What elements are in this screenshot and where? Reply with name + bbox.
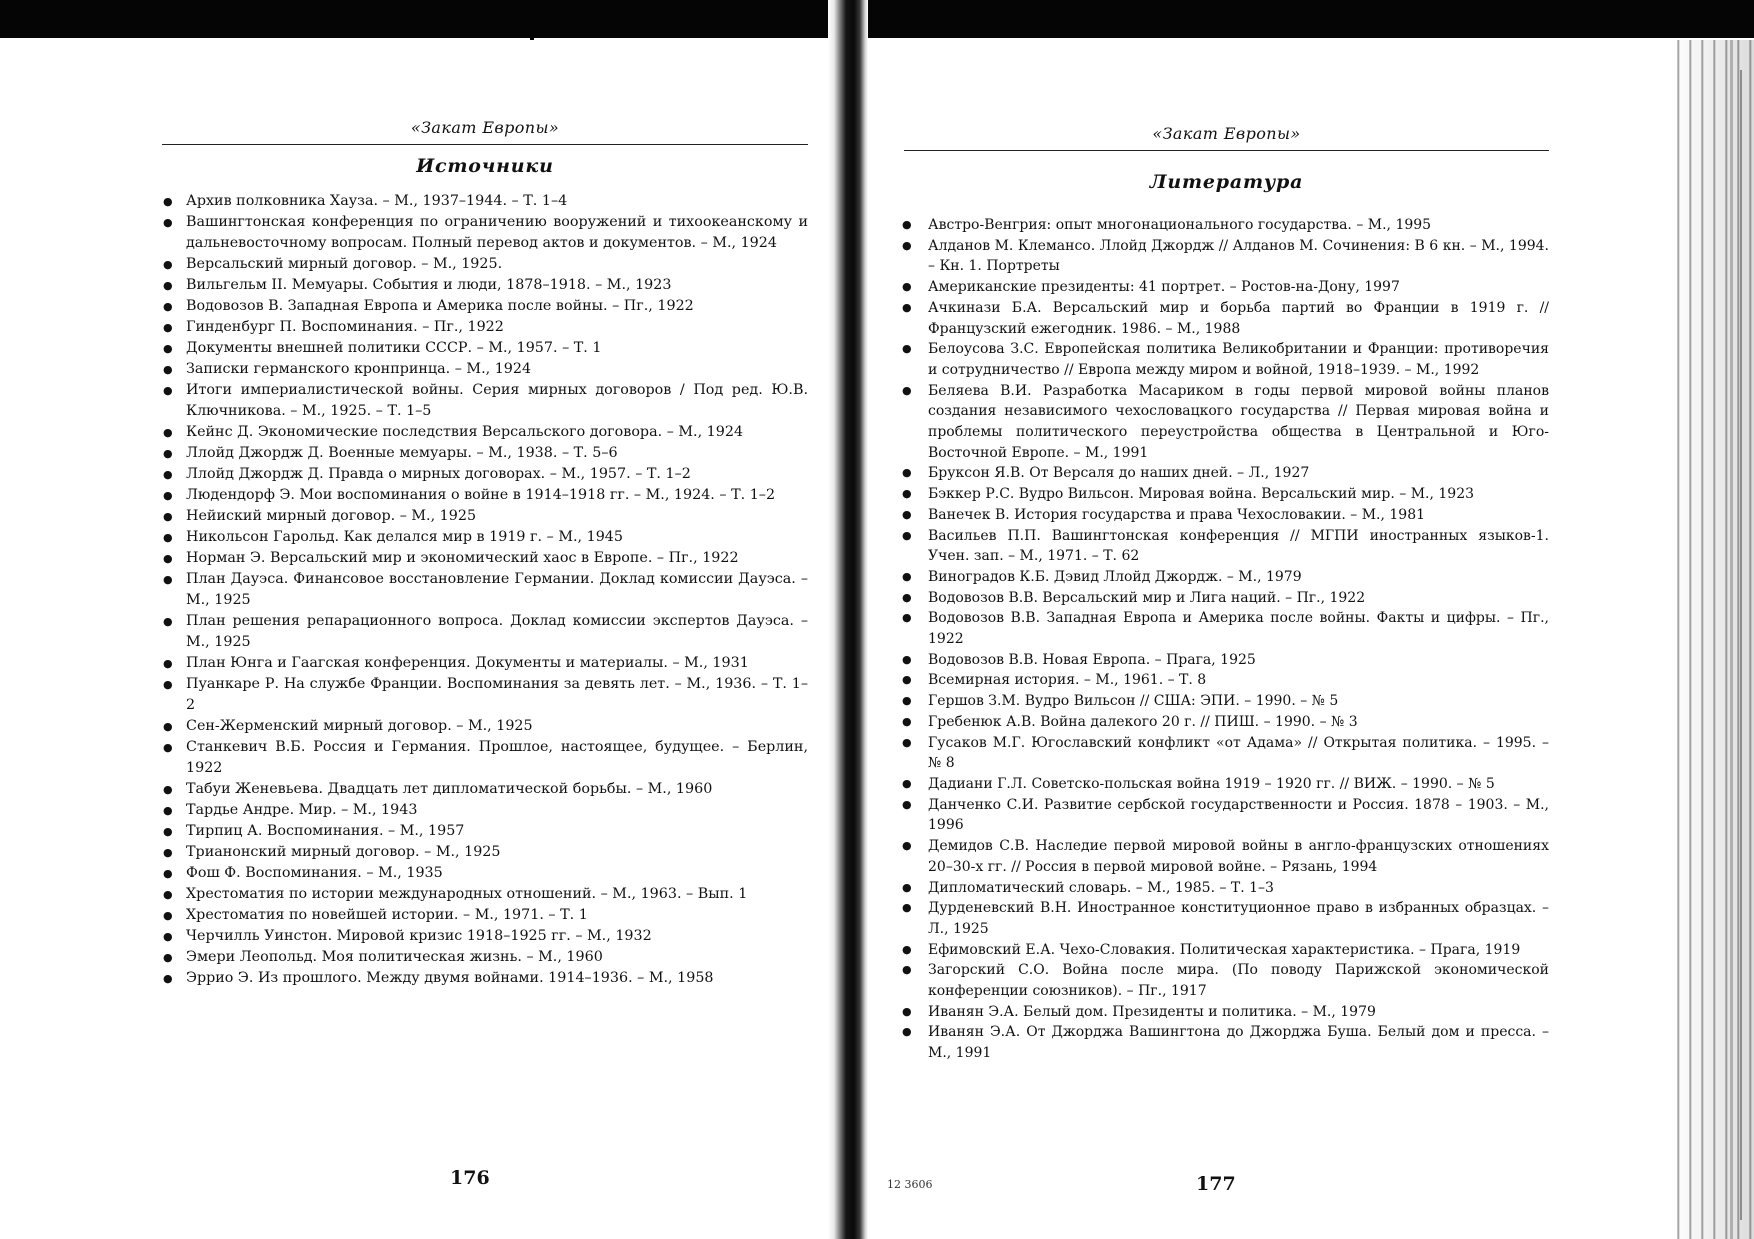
bibliography-entry: ● Алданов М. Клемансо. Ллойд Джордж // Алданов М. Сочинения: В 6 кн. – М., 1994. – Кн. 1. Портреты	[904, 236, 1549, 277]
bibliography-entry: ● Васильев П.П. Вашингтонская конференция // МГПИ иностранных языков-1. Учен. зап. – М., 1971. – Т. 62	[904, 526, 1549, 567]
bibliography-list	[904, 215, 1549, 1064]
scan-artifact	[530, 30, 534, 40]
bibliography-entry: ● Кейнс Д. Экономические последствия Версальского договора. – М., 1924	[162, 422, 808, 443]
section-title: Литература	[1149, 171, 1304, 193]
section-title: Источники	[416, 155, 554, 177]
bibliography-entry: ● Никольсон Гарольд. Как делался мир в 1919 г. – М., 1945	[162, 527, 808, 548]
bibliography-entry: ● Ефимовский Е.А. Чехо-Словакия. Политическая характеристика. – Прага, 1919	[904, 940, 1549, 961]
bibliography-entry: ● Записки германского кронпринца. – М., 1924	[162, 359, 808, 380]
bibliography-entry: ● Документы внешней политики СССР. – М., 1957. – Т. 1	[162, 338, 808, 359]
bibliography-entry: ● Фош Ф. Воспоминания. – М., 1935	[162, 863, 808, 884]
bibliography-entry: ● Пуанкаре Р. На службе Франции. Воспоминания за девять лет. – М., 1936. – Т. 1–2	[162, 674, 808, 716]
book-gutter	[828, 0, 868, 1239]
bibliography-entry: ● Загорский С.О. Война после мира. (По поводу Парижской экономической конференции союзников). – Пг., 1917	[904, 960, 1549, 1001]
bibliography-entry: ● Черчилль Уинстон. Мировой кризис 1918–1925 гг. – М., 1932	[162, 926, 808, 947]
bibliography-entry: ● Хрестоматия по истории международных отношений. – М., 1963. – Вып. 1	[162, 884, 808, 905]
bibliography-entry: ● Ванечек В. История государства и права Чехословакии. – М., 1981	[904, 505, 1549, 526]
bibliography-entry: ● Гусаков М.Г. Югославский конфликт «от Адама» // Открытая политика. – 1995. – № 8	[904, 733, 1549, 774]
bibliography-entry: ● Ллойд Джордж Д. Правда о мирных договорах. – М., 1957. – Т. 1–2	[162, 464, 808, 485]
bibliography-entry: ● Вильгельм II. Мемуары. События и люди, 1878–1918. – М., 1923	[162, 275, 808, 296]
bibliography-entry: ● Дурденевский В.Н. Иностранное конституционное право в избранных образцах. – Л., 1925	[904, 898, 1549, 939]
bibliography-entry: ● Людендорф Э. Мои воспоминания о войне в 1914–1918 гг. – М., 1924. – Т. 1–2	[162, 485, 808, 506]
bibliography-entry: ● Водовозов В.В. Западная Европа и Америка после войны. Факты и цифры. – Пг., 1922	[904, 608, 1549, 649]
bibliography-entry: ● Архив полковника Хауза. – М., 1937–1944. – Т. 1–4	[162, 191, 808, 212]
bibliography-entry: ● Иванян Э.А. От Джорджа Вашингтона до Джорджа Буша. Белый дом и пресса. – М., 1991	[904, 1022, 1549, 1063]
bibliography-entry: ● Версальский мирный договор. – М., 1925.	[162, 254, 808, 275]
bibliography-entry: ● Иванян Э.А. Белый дом. Президенты и политика. – М., 1979	[904, 1002, 1549, 1023]
bibliography-entry: ● Дипломатический словарь. – М., 1985. – Т. 1–3	[904, 878, 1549, 899]
bibliography-entry: ● Дадиани Г.Л. Советско-польская война 1919 – 1920 гг. // ВИЖ. – 1990. – № 5	[904, 774, 1549, 795]
bibliography-entry: ● Тирпиц А. Воспоминания. – М., 1957	[162, 821, 808, 842]
bibliography-entry: ● Виноградов К.Б. Дэвид Ллойд Джордж. – М., 1979	[904, 567, 1549, 588]
bibliography-entry: ● План решения репарационного вопроса. Доклад комиссии экспертов Дауэса. – М., 1925	[162, 611, 808, 653]
bibliography-entry: ● Гребенюк А.В. Война далекого 20 г. // ПИШ. – 1990. – № 3	[904, 712, 1549, 733]
bibliography-entry: ● Американские президенты: 41 портрет. – Ростов-на-Дону, 1997	[904, 277, 1549, 298]
right-page	[904, 124, 1549, 1064]
bibliography-entry: ● Всемирная история. – М., 1961. – Т. 8	[904, 670, 1549, 691]
bibliography-entry: ● Ллойд Джордж Д. Военные мемуары. – М., 1938. – Т. 5–6	[162, 443, 808, 464]
header-rule	[904, 150, 1549, 151]
bibliography-entry: ● Данченко С.И. Развитие сербской государственности и Россия. 1878 – 1903. – М., 1996	[904, 795, 1549, 836]
bibliography-entry: ● Тардье Андре. Мир. – М., 1943	[162, 800, 808, 821]
bibliography-entry: ● Гинденбург П. Воспоминания. – Пг., 1922	[162, 317, 808, 338]
bibliography-entry: ● Вашингтонская конференция по ограничению вооружений и тихоокеанскому и дальневосточному вопросам. Полный перевод актов и документов. – М., 1924	[162, 212, 808, 254]
bibliography-entry: ● Демидов С.В. Наследие первой мировой войны в англо-французских отношениях 20–30-х гг. // Россия в первой мировой войне. – Рязань, 1994	[904, 836, 1549, 877]
bibliography-entry: ● Водовозов В. Западная Европа и Америка после войны. – Пг., 1922	[162, 296, 808, 317]
bibliography-entry: ● Ачкинази Б.А. Версальский мир и борьба партий во Франции в 1919 г. // Французский ежегодник. 1986. – М., 1988	[904, 298, 1549, 339]
running-head: «Закат Европы»	[1152, 124, 1301, 143]
bibliography-entry: ● Бруксон Я.В. От Версаля до наших дней. – Л., 1927	[904, 463, 1549, 484]
bibliography-entry: ● План Дауэса. Финансовое восстановление Германии. Доклад комиссии Дауэса. – М., 1925	[162, 569, 808, 611]
bibliography-entry: ● Станкевич В.Б. Россия и Германия. Прошлое, настоящее, будущее. – Берлин, 1922	[162, 737, 808, 779]
bibliography-entry: ● Водовозов В.В. Новая Европа. – Прага, 1925	[904, 650, 1549, 671]
bibliography-entry: ● Австро-Венгрия: опыт многонационального государства. – М., 1995	[904, 215, 1549, 236]
page-edge-stack	[1672, 40, 1754, 1239]
bibliography-entry: ● Табуи Женевьева. Двадцать лет дипломатической борьбы. – М., 1960	[162, 779, 808, 800]
page-number: 176	[450, 1167, 490, 1189]
bibliography-entry: ● План Юнга и Гаагская конференция. Документы и материалы. – М., 1931	[162, 653, 808, 674]
bibliography-entry: ● Гершов З.М. Вудро Вильсон // США: ЭПИ. – 1990. – № 5	[904, 691, 1549, 712]
bibliography-entry: ● Норман Э. Версальский мир и экономический хаос в Европе. – Пг., 1922	[162, 548, 808, 569]
left-page	[162, 118, 808, 989]
running-head: «Закат Европы»	[410, 118, 560, 137]
bibliography-entry: ● Эррио Э. Из прошлого. Между двумя войнами. 1914–1936. – М., 1958	[162, 968, 808, 989]
page-number: 177	[1196, 1173, 1236, 1195]
scan-top-border	[0, 0, 1754, 38]
bibliography-entry: ● Трианонский мирный договор. – М., 1925	[162, 842, 808, 863]
bibliography-list	[162, 191, 808, 989]
header-rule	[162, 144, 808, 145]
bibliography-entry: ● Нейиский мирный договор. – М., 1925	[162, 506, 808, 527]
bibliography-entry: ● Итоги империалистической войны. Серия мирных договоров / Под ред. Ю.В. Ключникова. – М., 1925. – Т. 1–5	[162, 380, 808, 422]
bibliography-entry: ● Сен-Жерменский мирный договор. – М., 1925	[162, 716, 808, 737]
bibliography-entry: ● Эмери Леопольд. Моя политическая жизнь. – М., 1960	[162, 947, 808, 968]
bibliography-entry: ● Беляева В.И. Разработка Масариком в годы первой мировой войны планов создания независимого чехословацкого государства // Первая мировая война и проблемы политического переустройства общества в Центральной и Юго-Восточной Европе. – М., 1991	[904, 381, 1549, 464]
bibliography-entry: ● Хрестоматия по новейшей истории. – М., 1971. – Т. 1	[162, 905, 808, 926]
bibliography-entry: ● Водовозов В.В. Версальский мир и Лига наций. – Пг., 1922	[904, 588, 1549, 609]
printer-signature: 12 3606	[887, 1178, 933, 1191]
bibliography-entry: ● Белоусова З.С. Европейская политика Великобритании и Франции: противоречия и сотрудничество // Европа между миром и войной, 1918–1939. – М., 1992	[904, 339, 1549, 380]
bibliography-entry: ● Бэккер Р.С. Вудро Вильсон. Мировая война. Версальский мир. – М., 1923	[904, 484, 1549, 505]
